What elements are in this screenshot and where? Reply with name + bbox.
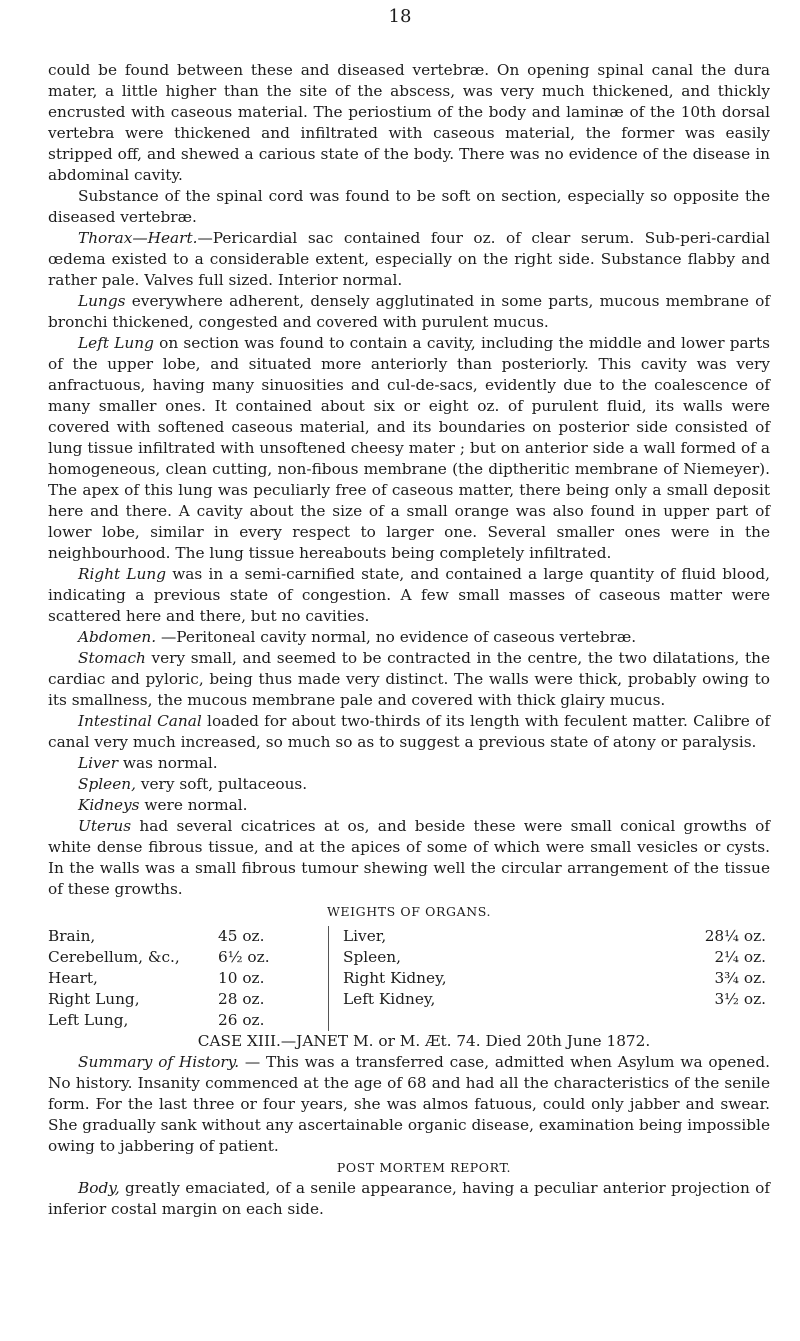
paragraph-label: Thorax—Heart. — [78, 229, 198, 247]
organ-weight: 45 oz. — [218, 927, 265, 945]
paragraph-label: Left Lung — [78, 334, 154, 352]
summary-label: Summary of History. — [78, 1053, 240, 1071]
case-heading: CASE XIII.—JANET M. or M. Æt. 74. Died 20th June 1872. — [197, 1032, 651, 1050]
paragraph — [48, 816, 770, 900]
organ-name: Brain, — [48, 927, 96, 945]
table-row — [48, 989, 770, 1010]
organ-name: Left Kidney, — [343, 990, 436, 1008]
paragraph-text: everywhere adherent, densely agglutinated in some parts, mucous membrane of bronchi thickened, congested and covered with purulent mucus. — [48, 292, 770, 331]
table-row — [48, 968, 770, 989]
organ-weight: 6½ oz. — [218, 948, 270, 966]
body-text: greatly emaciated, of a senile appearance, having a peculiar anterior projection of inferior costal margin on each side. — [48, 1179, 770, 1218]
paragraph-label: Intestinal Canal — [78, 712, 202, 730]
page-number: 18 — [388, 6, 412, 27]
column-divider — [329, 968, 344, 989]
organ-weight: 28¼ oz. — [704, 927, 766, 945]
table-row — [48, 947, 770, 968]
paragraph — [48, 333, 770, 564]
organ-weight: 2¼ oz. — [714, 948, 766, 966]
organ-name: Right Kidney, — [343, 969, 447, 987]
paragraph-label: Right Lung — [78, 565, 167, 583]
paragraph-text: were normal. — [139, 796, 248, 814]
organ-weight: 3½ oz. — [714, 990, 766, 1008]
document-body — [48, 60, 770, 1220]
paragraph-text: was in a semi-carnified state, and contained a large quantity of fluid blood, indicating a previous state of congestion. A few small masses of caseous matter were scattered here and there, but no cavities. — [48, 565, 770, 625]
organ-name: Liver, — [343, 927, 387, 945]
organ-weight: 28 oz. — [218, 990, 265, 1008]
paragraph-label: Stomach — [78, 649, 146, 667]
paragraph-text: —Pericardial sac contained four oz. of clear serum. Sub-peri-cardial œdema existed to a considerable extent, especially on the right side. Substance flabby and rather pale. Valves full sized. Interior normal. — [48, 229, 770, 289]
paragraph-text: could be found between these and diseased vertebræ. On opening spinal canal the dura mater, a little higher than the site of the abscess, was very much thickened, and thickly encrusted with caseous material. The periostium of the body and laminæ of the 10th dorsal vertebra were thickened and infiltrated with caseous material, the former was easily stripped off, and shewed a carious state of the body. There was no evidence of the disease in abdominal cavity. — [48, 61, 770, 184]
table-row — [48, 1010, 770, 1031]
weights-table — [48, 926, 770, 1031]
body-paragraph — [48, 1178, 770, 1220]
summary-paragraph — [48, 1052, 770, 1157]
paragraph — [48, 648, 770, 711]
paragraph — [48, 564, 770, 627]
paragraph-label: Liver — [78, 754, 119, 772]
paragraph — [48, 711, 770, 753]
paragraph — [48, 60, 770, 186]
paragraph — [48, 291, 770, 333]
weights-caption: WEIGHTS OF ORGANS. — [326, 904, 492, 919]
table-row — [48, 926, 770, 947]
column-divider — [329, 989, 344, 1010]
organ-weight: 26 oz. — [218, 1011, 265, 1029]
paragraph-text: loaded for about two-thirds of its length with feculent matter. Calibre of canal very much increased, so much so as to suggest a previous state of atony or paralysis. — [48, 712, 770, 751]
organ-weight: 3¾ oz. — [714, 969, 766, 987]
paragraph-label: Abdomen. — [78, 628, 157, 646]
paragraph-text: very small, and seemed to be contracted in the centre, the two dilatations, the cardiac and pyloric, being thus made very distinct. The walls were thick, probably owing to its smallness, the mucous membrane pale and covered with thick glairy mucus. — [48, 649, 770, 709]
organ-name: Right Lung, — [48, 990, 140, 1008]
paragraph — [48, 795, 770, 816]
paragraph — [48, 627, 770, 648]
organ-name: Left Lung, — [48, 1011, 129, 1029]
paragraph — [48, 186, 770, 228]
column-divider — [329, 947, 344, 968]
organ-name: Spleen, — [343, 948, 401, 966]
paragraph-label: Uterus — [78, 817, 132, 835]
paragraph — [48, 228, 770, 291]
paragraph — [48, 774, 770, 795]
paragraph-text: very soft, pultaceous. — [135, 775, 308, 793]
post-mortem-heading: POST MORTEM REPORT. — [336, 1160, 512, 1175]
paragraph-label: Kidneys — [78, 796, 140, 814]
paragraph-text: had several cicatrices at os, and beside these were small conical growths of white dense fibrous tissue, and at the apices of some of which were small vesicles or cysts. In the walls was a small fibrous tumour shewing well the circular arrangement of the tissue of these growths. — [48, 817, 770, 898]
paragraph-text: was normal. — [118, 754, 218, 772]
paragraph-label: Lungs — [78, 292, 126, 310]
paragraph-label: Spleen, — [78, 775, 136, 793]
column-divider — [329, 1010, 344, 1031]
column-divider — [329, 926, 344, 947]
summary-text: — This was a transferred case, admitted when Asylum wa opened. No history. Insanity commenced at the age of 68 and had all the characteristics of the senile form. For the last three or four years, she was almos fatuous, could only jabber and swear. She gradually sank without any ascertainable organic disease, examination being impossible owing to jabbering of patient. — [48, 1053, 770, 1155]
paragraph-text: Substance of the spinal cord was found to be soft on section, especially so opposite the diseased vertebræ. — [48, 187, 770, 226]
organ-name: Cerebellum, &c., — [48, 948, 180, 966]
body-label: Body, — [78, 1179, 120, 1197]
organ-name: Heart, — [48, 969, 98, 987]
organ-weight: 10 oz. — [218, 969, 265, 987]
paragraph — [48, 753, 770, 774]
paragraph-text: —Peritoneal cavity normal, no evidence of caseous vertebræ. — [156, 628, 637, 646]
paragraph-text: on section was found to contain a cavity, including the middle and lower parts of the upper lobe, and situated more anteriorly than posteriorly. This cavity was very anfractuous, having many sinuosities and cul-de-sacs, evidently due to the coalescence of many smaller ones. It contained about six or eight oz. of purulent fluid, its walls were covered with softened caseous material, and its boundaries on posterior side consisted of lung tissue infiltrated with unsoftened cheesy mater ; but on anterior side a wall formed of a homogeneous, clean cutting, non-fibous membrane (the diptheritic membrane of Niemeyer). The apex of this lung was peculiarly free of caseous matter, there being only a small deposit here and there. A cavity about the size of a small orange was also found in upper part of lower lobe, similar in every respect to larger one. Several smaller ones were in the neighbourhood. The lung tissue hereabouts being completely infiltrated. — [48, 334, 770, 562]
